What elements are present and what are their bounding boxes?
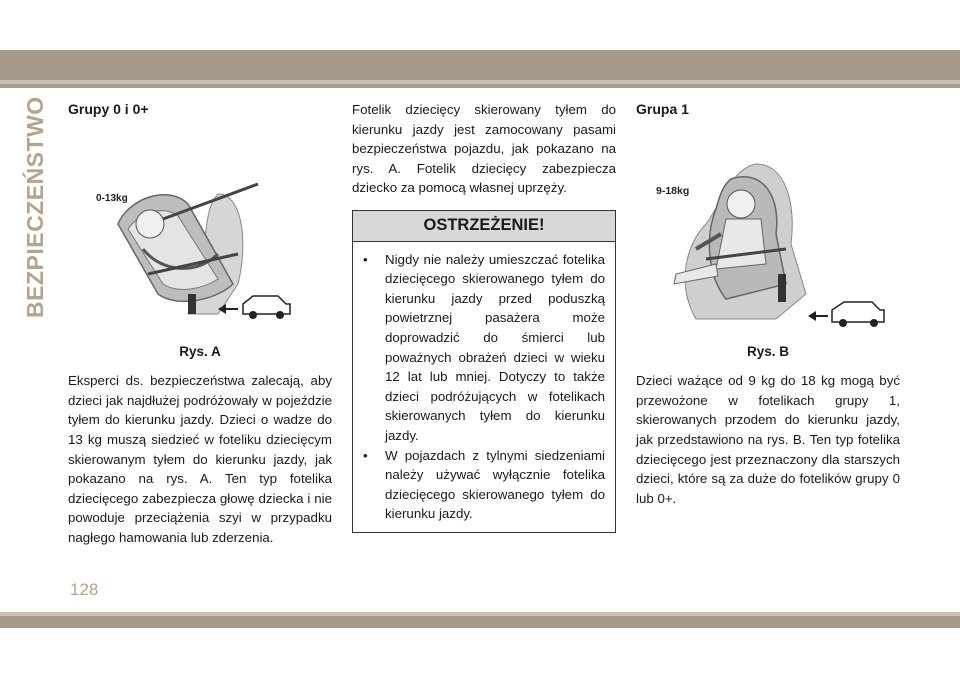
column-rear-facing <box>352 100 616 533</box>
figure-b <box>636 124 900 342</box>
warning-item-text: W pojazdach z tylnymi siedzeniami należy używać wyłącznie fotelika dziecięcego skierowanego tyłem do kierunku jazdy. <box>385 447 605 522</box>
body-group-0: Eksperci ds. bezpieczeństwa zalecają, aby dzieci jak najdłużej podróżowały w pojeździe tyłem do kierunku jazdy. Dzieci o wadze do 13 kg muszą siedzieć w foteliku dziecięcym skierowanym tyłem do kierunku jazdy, jak pokazano na rys. A. Ten typ fotelika dziecięcego zabezpiecza głowę dziecka i nie powoduje przeciążenia szyi w przypadku nagłego hamowania lub zderzenia. <box>68 373 332 545</box>
caption-figure-b: Rys. B <box>746 343 790 359</box>
warning-item <box>363 250 605 446</box>
warning-list <box>353 242 615 532</box>
bullet-icon: • <box>363 447 368 463</box>
forward-facing-seat-illustration <box>636 124 900 342</box>
header-band <box>0 50 960 88</box>
column-group-0 <box>68 100 332 548</box>
caption-figure-a: Rys. A <box>179 343 221 359</box>
figure-a <box>68 124 332 342</box>
column-group-1 <box>636 100 900 508</box>
footer-band <box>0 612 960 628</box>
header-stripe <box>0 80 960 84</box>
section-side-label: BEZPIECZEŃSTWO <box>22 96 48 318</box>
heading-group-1: Grupa 1 <box>636 101 689 117</box>
heading-group-0: Grupy 0 i 0+ <box>68 101 149 117</box>
footer-stripe <box>0 612 960 616</box>
warning-box <box>352 210 616 533</box>
rear-facing-intro: Fotelik dziecięcy skierowany tyłem do kierunku jazdy jest zamocowany pasami bezpieczeństwa pojazdu, jak pokazano na rys. A. Fotelik dziecięcy zabezpiecza dziecko za pomocą własnej uprzęży. <box>352 102 616 196</box>
rear-facing-seat-illustration <box>68 124 332 342</box>
bullet-icon: • <box>363 251 368 267</box>
figure-a-weight-label: 0-13kg <box>96 192 128 204</box>
warning-item <box>363 446 605 524</box>
warning-item-text: Nigdy nie należy umieszczać fotelika dziecięcego skierowanego tyłem do kierunku jazdy przed poduszką powietrznej pasażera może doprowadzić do śmierci lub poważnych obrażeń dzieci w wieku 12 lat lub mniej. Dotyczy to także dzieci podróżujących w fotelikach skierowanych tyłem do kierunku jazdy. <box>385 251 605 443</box>
figure-b-weight-label: 9-18kg <box>656 184 690 197</box>
body-group-1: Dzieci ważące od 9 kg do 18 kg mogą być przewożone w fotelikach grupy 1, skierowanych przodem do kierunku jazdy, jak przedstawiono na rys. B. Ten typ fotelika dziecięcego jest przeznaczony dla starszych dzieci, które są za duże do fotelików grupy 0 lub 0+. <box>636 373 900 506</box>
warning-title: OSTRZEŻENIE! <box>353 211 615 242</box>
page-number: 128 <box>70 580 99 599</box>
